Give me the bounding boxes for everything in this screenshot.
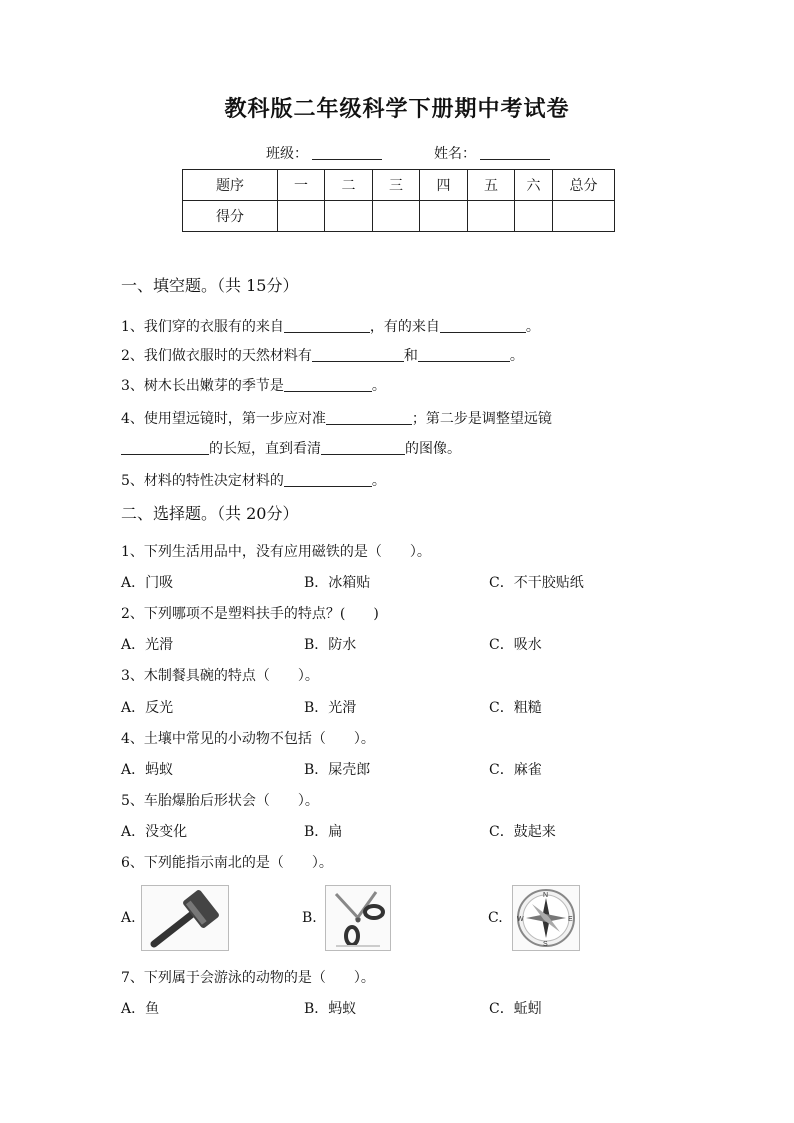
compass-s-label: S bbox=[543, 941, 548, 948]
class-blank[interactable] bbox=[312, 145, 382, 160]
hammer-image[interactable] bbox=[141, 885, 229, 951]
answer-blank[interactable] bbox=[284, 377, 372, 392]
question-text: 的图像。 bbox=[405, 441, 461, 457]
option-b[interactable]: B．扁 bbox=[304, 824, 343, 840]
option-c[interactable]: C. bbox=[488, 910, 503, 926]
option-a[interactable]: A．光滑 bbox=[121, 637, 174, 653]
compass-e-label: E bbox=[568, 916, 573, 923]
score-header-cell: 三 bbox=[373, 170, 420, 201]
question-text: 3、树木长出嫩芽的季节是 bbox=[121, 378, 284, 394]
class-label: 班级： bbox=[266, 146, 308, 162]
option-c[interactable]: C．粗糙 bbox=[489, 700, 542, 716]
option-b[interactable]: B．冰箱贴 bbox=[304, 575, 371, 591]
option-a[interactable]: A．蚂蚁 bbox=[121, 762, 174, 778]
compass-icon bbox=[513, 886, 579, 950]
option-b[interactable]: B. bbox=[302, 910, 317, 926]
question-text: ；第二步是调整望远镜 bbox=[411, 411, 552, 427]
class-field bbox=[266, 143, 382, 163]
answer-blank[interactable] bbox=[326, 410, 412, 425]
compass-n-label: N bbox=[543, 892, 549, 899]
score-header-cell: 四 bbox=[420, 170, 468, 201]
page-title: 教科版二年级科学下册期中考试卷 bbox=[224, 97, 570, 122]
option-a[interactable]: A．反光 bbox=[121, 700, 174, 716]
score-cell[interactable] bbox=[420, 201, 468, 232]
answer-blank[interactable] bbox=[121, 440, 209, 455]
option-b[interactable]: B．光滑 bbox=[304, 700, 357, 716]
option-b[interactable]: B．蚂蚁 bbox=[304, 1001, 357, 1017]
option-c[interactable]: C．吸水 bbox=[489, 637, 542, 653]
score-header-cell: 一 bbox=[278, 170, 325, 201]
answer-blank[interactable] bbox=[418, 347, 510, 362]
section-2-heading: 二、选择题。（共 20分） bbox=[121, 504, 299, 523]
option-b[interactable]: B．屎壳郎 bbox=[304, 762, 371, 778]
choice-options-3 bbox=[121, 697, 721, 717]
choice-options-7 bbox=[121, 998, 721, 1018]
question-text: 。 bbox=[371, 473, 386, 489]
section-1-heading: 一、填空题。（共 15分） bbox=[121, 276, 299, 295]
choice-options-2 bbox=[121, 634, 721, 654]
score-cell[interactable] bbox=[553, 201, 615, 232]
question-text: ，有的来自 bbox=[369, 319, 440, 335]
option-c[interactable]: C．蚯蚓 bbox=[489, 1001, 542, 1017]
score-header-cell: 六 bbox=[515, 170, 553, 201]
hammer-icon bbox=[142, 886, 228, 950]
score-table-header-row bbox=[183, 170, 615, 201]
compass-image[interactable] bbox=[512, 885, 580, 951]
score-cell[interactable] bbox=[325, 201, 373, 232]
scissors-icon bbox=[326, 886, 390, 950]
compass-w-label: W bbox=[517, 916, 524, 923]
fill-question-5 bbox=[121, 470, 386, 490]
scissors-image[interactable] bbox=[325, 885, 391, 951]
score-cell[interactable] bbox=[278, 201, 325, 232]
fill-question-4-cont bbox=[121, 438, 461, 458]
name-blank[interactable] bbox=[480, 145, 550, 160]
choice-question-4: 4、土壤中常见的小动物不包括（ ）。 bbox=[121, 731, 375, 747]
choice-options-1 bbox=[121, 572, 721, 592]
option-a[interactable]: A．没变化 bbox=[121, 824, 188, 840]
score-header-cell: 题序 bbox=[183, 170, 278, 201]
choice-options-4 bbox=[121, 759, 721, 779]
question-text: 。 bbox=[509, 348, 524, 364]
name-field bbox=[434, 143, 550, 163]
choice-question-6: 6、下列能指示南北的是（ ）。 bbox=[121, 855, 333, 871]
choice-question-2: 2、下列哪项不是塑料扶手的特点？( ) bbox=[121, 606, 379, 622]
option-a[interactable]: A．门吸 bbox=[121, 575, 174, 591]
fill-question-3 bbox=[121, 375, 386, 395]
score-header-cell: 总分 bbox=[553, 170, 615, 201]
score-table-score-row bbox=[183, 201, 615, 232]
question-text: 和 bbox=[403, 348, 418, 364]
fill-question-1 bbox=[121, 316, 540, 336]
answer-blank[interactable] bbox=[284, 472, 372, 487]
question-text: 2、我们做衣服时的天然材料有 bbox=[121, 348, 312, 364]
score-header-cell: 二 bbox=[325, 170, 373, 201]
option-c[interactable]: C．鼓起来 bbox=[489, 824, 556, 840]
fill-question-2 bbox=[121, 345, 524, 365]
answer-blank[interactable] bbox=[321, 440, 405, 455]
choice-question-7: 7、下列属于会游泳的动物的是（ ）。 bbox=[121, 970, 375, 986]
question-text: 。 bbox=[525, 319, 540, 335]
choice-question-5: 5、车胎爆胎后形状会（ ）。 bbox=[121, 793, 319, 809]
score-cell[interactable] bbox=[373, 201, 420, 232]
answer-blank[interactable] bbox=[284, 318, 370, 333]
score-cell[interactable] bbox=[515, 201, 553, 232]
score-header-cell: 五 bbox=[468, 170, 515, 201]
score-table bbox=[182, 169, 615, 232]
option-c[interactable]: C．不干胶贴纸 bbox=[489, 575, 584, 591]
choice-question-3: 3、木制餐具碗的特点（ ）。 bbox=[121, 668, 319, 684]
question-text: 的长短，直到看清 bbox=[209, 441, 321, 457]
answer-blank[interactable] bbox=[440, 318, 526, 333]
option-a[interactable]: A. bbox=[121, 910, 136, 926]
score-cell[interactable] bbox=[468, 201, 515, 232]
choice-options-5 bbox=[121, 821, 721, 841]
name-label: 姓名： bbox=[434, 146, 476, 162]
question-text: 。 bbox=[371, 378, 386, 394]
option-c[interactable]: C．麻雀 bbox=[489, 762, 542, 778]
question-text: 4、使用望远镜时，第一步应对准 bbox=[121, 411, 326, 427]
question-text: 1、我们穿的衣服有的来自 bbox=[121, 319, 284, 335]
answer-blank[interactable] bbox=[312, 347, 404, 362]
score-row-label: 得分 bbox=[183, 201, 278, 232]
question-text: 5、材料的特性决定材料的 bbox=[121, 473, 284, 489]
option-a[interactable]: A．鱼 bbox=[121, 1001, 160, 1017]
option-b[interactable]: B．防水 bbox=[304, 637, 357, 653]
choice-question-1: 1、下列生活用品中，没有应用磁铁的是（ ）。 bbox=[121, 544, 431, 560]
fill-question-4 bbox=[121, 408, 552, 428]
